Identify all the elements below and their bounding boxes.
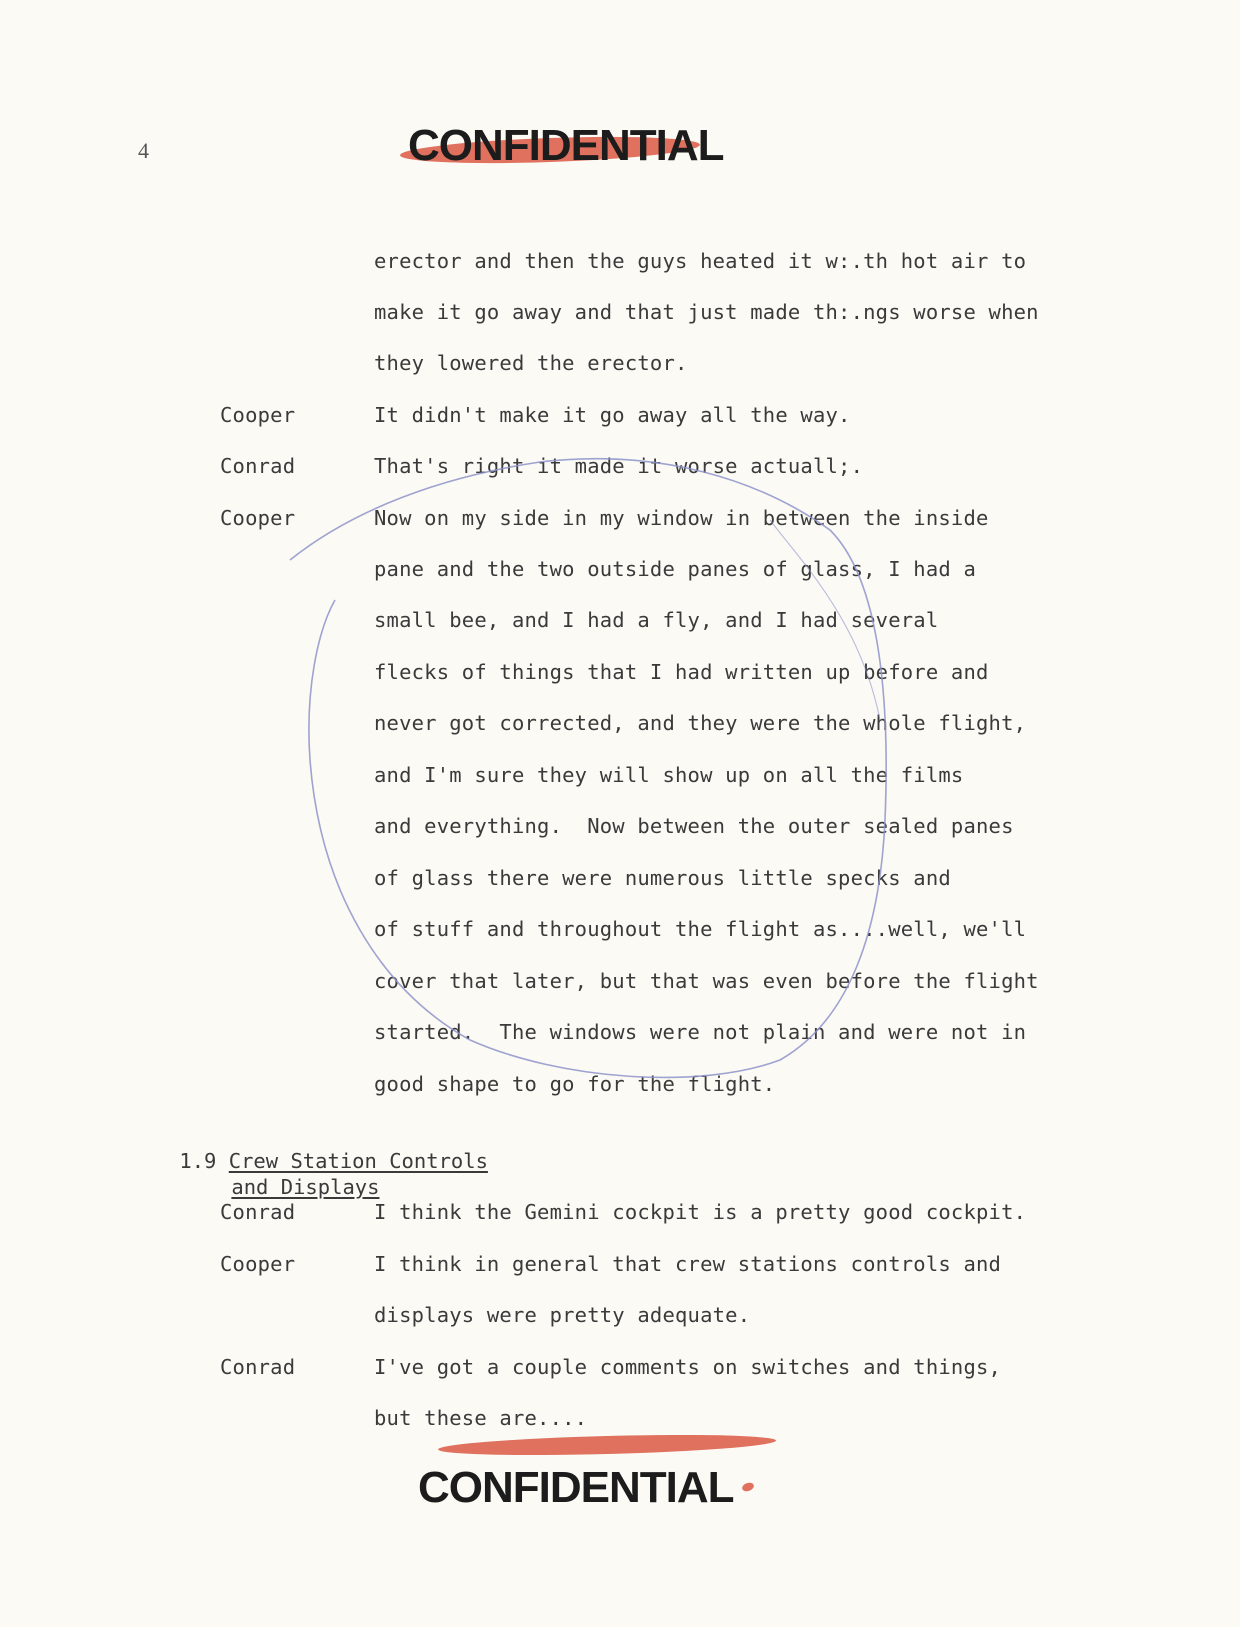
stamp-bottom: CONFIDENTIAL [418,1463,734,1512]
text-line: pane and the two outside panes of glass, I had a [374,557,977,581]
text-line: and everything. Now between the outer sealed panes [374,814,1014,838]
text-line: I think the Gemini cockpit is a pretty good cockpit. [374,1200,1027,1224]
section-number: 1.9 [179,1149,217,1173]
text-line: of stuff and throughout the flight as....well, we'll [374,917,1027,941]
page-number: 4 [138,138,149,163]
speaker-label: Conrad [220,454,296,478]
speaker-label: Conrad [220,1200,296,1224]
text-line: they lowered the erector. [374,351,688,375]
text-line: I think in general that crew stations controls and [374,1252,1002,1276]
stamp-top: CONFIDENTIAL [408,121,724,170]
text-line: started. The windows were not plain and were not in [374,1020,1027,1044]
text-line: I've got a couple comments on switches and things, [374,1355,1002,1379]
text-line: of glass there were numerous little specks and [374,866,951,890]
text-line: never got corrected, and they were the whole flight, [374,711,1027,735]
text-line: make it go away and that just made th:.ngs worse when [374,300,1039,324]
text-line: displays were pretty adequate. [374,1303,751,1327]
text-line: It didn't make it go away all the way. [374,403,851,427]
text-line: good shape to go for the flight. [374,1072,776,1096]
text-line: and I'm sure they will show up on all the films [374,763,964,787]
text-line: erector and then the guys heated it w:.th hot air to [374,249,1027,273]
text-line: cover that later, but that was even before the flight [374,969,1039,993]
text-line: Now on my side in my window in between the inside [374,506,989,530]
text-line: flecks of things that I had written up before and [374,660,989,684]
speaker-label: Conrad [220,1355,296,1379]
speaker-label: Cooper [220,506,296,530]
section-title-line2: and Displays [231,1175,380,1199]
speaker-label: Cooper [220,1252,296,1276]
text-line: That's right it made it worse actuall;. [374,454,864,478]
speaker-label: Cooper [220,403,296,427]
text-line: small bee, and I had a fly, and I had several [374,608,939,632]
text-line: but these are.... [374,1406,588,1430]
section-title-line1: Crew Station Controls [228,1149,488,1173]
